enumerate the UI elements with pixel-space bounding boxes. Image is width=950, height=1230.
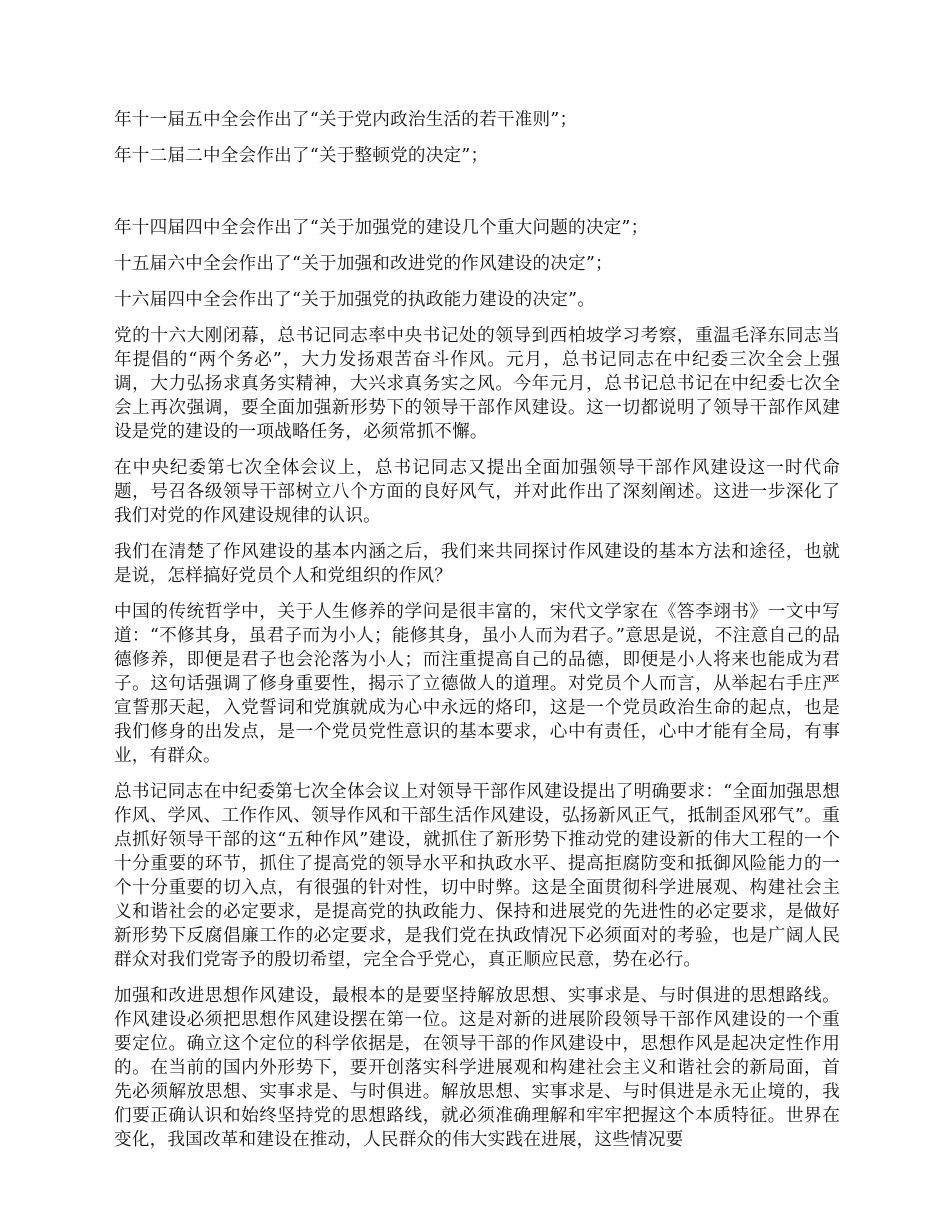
body-paragraph: 中国的传统哲学中，关于人生修养的学问是很丰富的，宋代文学家在《答李翊书》一文中写道：“不修其身，虽君子而为小人；能修其身，虽小人而为君子。”意思是说，不注意自己的品德修养，即便是君子也会沦落为小人；而注重提高自己的品德，即便是小人将来也能成为君子。这句话强调了修身重要性，揭示了立德做人的道理。对党员个人而言，从举起右手庄严宣誓那天起，入党誓词和党旗就成为心中永远的烙印，这是一个党员政治生命的起点，也是我们修身的出发点，是一个党员党性意识的基本要求，心中有责任，心中才能有全局，有事业，有群众。 (114, 602, 840, 766)
text-line: 年十一届五中全会作出了“关于党内政治生活的若干准则”； (114, 110, 578, 130)
text-line: 十五届六中全会作出了“关于加强和改进党的作风建设的决定”； (114, 254, 613, 274)
body-paragraph: 在中央纪委第七次全体会议上，总书记同志又提出全面加强领导干部作风建设这一时代命题，号召各级领导干部树立八个方面的良好风气，并对此作出了深刻阐述。这进一步深化了我们对党的作风建设规律的认识。 (114, 458, 840, 526)
body-paragraph: 加强和改进思想作风建设，最根本的是要坚持解放思想、实事求是、与时俱进的思想路线。作风建设必须把思想作风建设摆在第一位。这是对新的进展阶段领导干部作风建设的一个重要定位。确立这个定位的科学依据是，在领导干部的作风建设中，思想作风是起决定性作用的。在当前的国内外形势下，要开创落实科学进展观和构建社会主义和谐社会的新局面，首先必须解放思想、实事求是、与时俱进。解放思想、实事求是、与时俱进是永无止境的，我们要正确认识和始终坚持党的思想路线，就必须准确理解和牢牢把握这个本质特征。世界在变化，我国改革和建设在推动，人民群众的伟大实践在进展，这些情况要 (114, 986, 840, 1150)
body-paragraph: 党的十六大刚闭幕，总书记同志率中央书记处的领导到西柏坡学习考察，重温毛泽东同志当年提倡的“两个务必”，大力发扬艰苦奋斗作风。元月，总书记同志在中纪委三次全会上强调，大力弘扬求真务实精神，大兴求真务实之风。今年元月，总书记总书记在中纪委七次全会上再次强调，要全面加强新形势下的领导干部作风建设。这一切都说明了领导干部作风建设是党的建设的一项战略任务，必须常抓不懈。 (114, 326, 840, 442)
body-paragraph: 总书记同志在中纪委第七次全体会议上对领导干部作风建设提出了明确要求：“全面加强思想作风、学风、工作作风、领导作风和干部生活作风建设，弘扬新风正气，抵制歪风邪气”。重点抓好领导干部的这“五种作风”建设，就抓住了新形势下推动党的建设新的伟大工程的一个十分重要的环节，抓住了提高党的领导水平和执政水平、提高拒腐防变和抵御风险能力的一个十分重要的切入点，有很强的针对性，切中时弊。这是全面贯彻科学进展观、构建社会主义和谐社会的必定要求，是提高党的执政能力、保持和进展党的先进性的必定要求，是做好新形势下反腐倡廉工作的必定要求，是我们党在执政情况下必须面对的考验，也是广阔人民群众对我们党寄予的殷切希望，完全合乎党心，真正顺应民意，势在必行。 (114, 782, 840, 970)
document-page (114, 108, 840, 1152)
text-line: 年十四届四中全会作出了“关于加强党的建设几个重大问题的决定”； (114, 218, 649, 238)
text-line: 十六届四中全会作出了“关于加强党的执政能力建设的决定”。 (114, 290, 596, 310)
text-line: 年十二届二中全会作出了“关于整顿党的决定”； (114, 146, 489, 166)
blank-gap (114, 168, 840, 216)
body-paragraph: 我们在清楚了作风建设的基本内涵之后，我们来共同探讨作风建设的基本方法和途径，也就是说，怎样搞好党员个人和党组织的作风？ (114, 542, 840, 586)
